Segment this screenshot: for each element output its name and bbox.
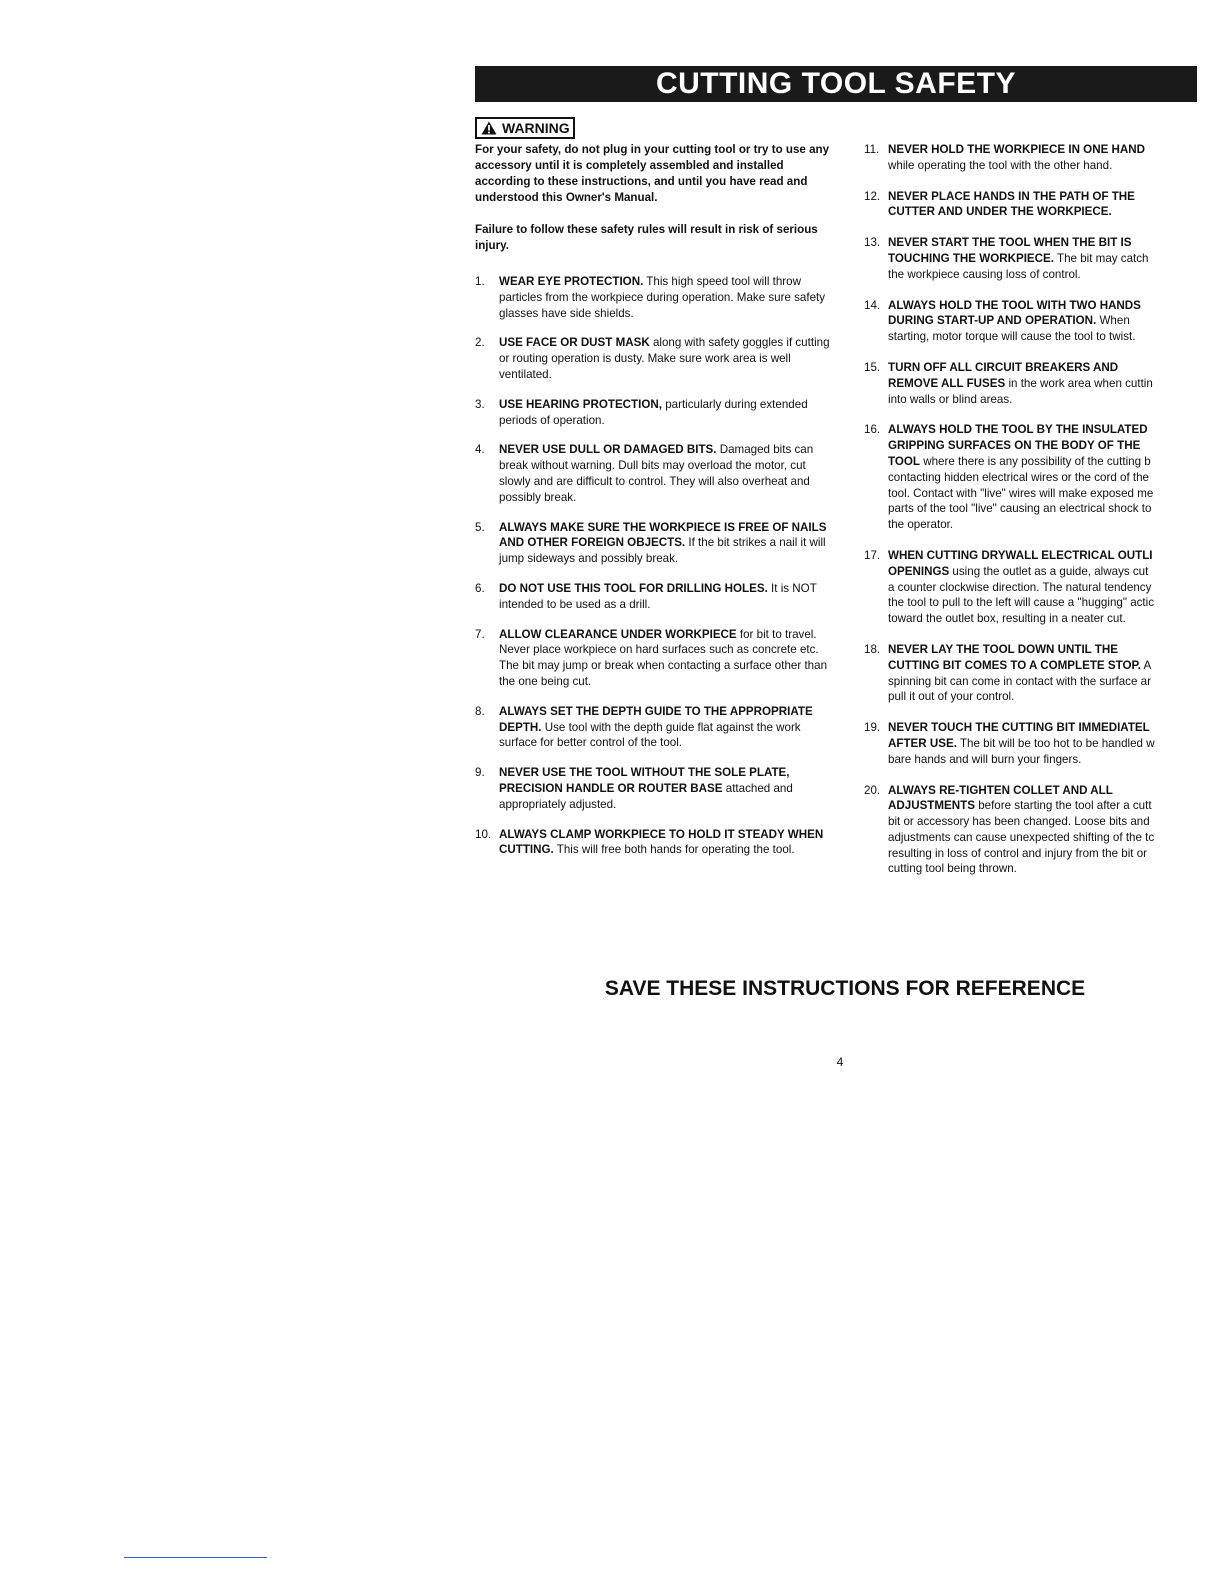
- rule-line: [888, 752, 1196, 768]
- rule-heading: DURING START-UP AND OPERATION.: [888, 314, 1097, 328]
- rule-detail: Damaged bits can break without warning. Dull bits may overload the motor, cut slowly and are difficult to control. They will also overheat and possibly break.: [499, 443, 814, 504]
- rule-detail: When: [1096, 314, 1130, 328]
- rule-detail: bare hands and will burn your fingers.: [888, 752, 1082, 766]
- rule-text: [499, 627, 830, 690]
- safety-rule: [475, 704, 830, 751]
- rules-list-right: [864, 142, 1196, 877]
- rule-heading: NEVER START THE TOOL WHEN THE BIT IS: [888, 236, 1132, 250]
- rule-text: [888, 720, 1196, 767]
- rule-heading: TOOL: [888, 454, 920, 468]
- rule-line: [888, 689, 1196, 705]
- rule-detail: a counter clockwise direction. The natural tendency: [888, 580, 1152, 594]
- rule-text: [888, 142, 1196, 174]
- rule-number: 4.: [475, 443, 485, 457]
- rule-number: 17.: [864, 548, 881, 562]
- safety-rule: [475, 520, 830, 567]
- rule-line: [888, 422, 1196, 438]
- rule-detail: using the outlet as a guide, always cut: [949, 564, 1149, 578]
- rule-number: 16.: [864, 423, 881, 437]
- rule-detail: the operator.: [888, 518, 954, 532]
- rule-detail: along with safety goggles if cutting or routing operation is dusty. Make sure work area is well ventilated.: [499, 336, 830, 381]
- rule-heading: ALWAYS HOLD THE TOOL BY THE INSULATED: [888, 423, 1148, 437]
- rule-text: [888, 189, 1196, 221]
- rule-detail: before starting the tool after a cutt: [974, 799, 1152, 813]
- safety-rule: [475, 397, 830, 429]
- rule-detail: This high speed tool will throw particles from the workpiece during operation. Make sure safety glasses have side shields.: [499, 275, 826, 320]
- safety-rule: [475, 335, 830, 382]
- rule-line: [888, 548, 1196, 564]
- safety-rule: [475, 827, 830, 859]
- rule-detail: This will free both hands for operating the tool.: [553, 843, 795, 857]
- rule-line: [888, 846, 1196, 862]
- rule-detail: attached and appropriately adjusted.: [499, 781, 793, 811]
- rule-heading: NEVER PLACE HANDS IN THE PATH OF THE: [888, 189, 1135, 203]
- rule-heading: NEVER USE DULL OR DAMAGED BITS.: [499, 443, 717, 457]
- rule-heading: USE FACE OR DUST MASK: [499, 336, 650, 350]
- rule-heading: NEVER HOLD THE WORKPIECE IN ONE HAND: [888, 143, 1146, 156]
- rule-detail: into walls or blind areas.: [888, 392, 1013, 406]
- rule-number: 6.: [475, 581, 485, 595]
- rule-text: [888, 422, 1196, 533]
- safety-rule: [864, 642, 1196, 705]
- rule-heading: TURN OFF ALL CIRCUIT BREAKERS AND: [888, 360, 1119, 374]
- safety-rule: [475, 442, 830, 505]
- rule-number: 2.: [475, 336, 485, 350]
- rule-text: [499, 827, 830, 859]
- rule-text: [499, 520, 830, 567]
- rule-line: [888, 329, 1196, 345]
- rule-line: [888, 658, 1196, 674]
- rule-heading: ALLOW CLEARANCE UNDER WORKPIECE: [499, 627, 737, 641]
- rule-line: [888, 564, 1196, 580]
- rule-line: [888, 470, 1196, 486]
- rule-line: [888, 486, 1196, 502]
- rule-heading: ALWAYS RE-TIGHTEN COLLET AND ALL: [888, 783, 1113, 797]
- rule-text: [499, 274, 830, 321]
- rule-text: [499, 442, 830, 505]
- rule-line: [888, 736, 1196, 752]
- rule-number: 7.: [475, 627, 485, 641]
- rule-heading: REMOVE ALL FUSES: [888, 376, 1006, 390]
- rule-detail: contacting hidden electrical wires or the cord of the: [888, 470, 1150, 484]
- warning-consequence: Failure to follow these safety rules will result in risk of serious injury.: [475, 223, 818, 252]
- rule-number: 11.: [864, 143, 880, 156]
- rule-heading: USE HEARING PROTECTION,: [499, 397, 662, 411]
- rule-number: 18.: [864, 642, 881, 656]
- safety-rule: [475, 581, 830, 613]
- rule-detail: while operating the tool with the other hand.: [888, 158, 1113, 172]
- rule-text: [888, 360, 1196, 407]
- safety-rule: [864, 720, 1196, 767]
- rule-line: [888, 267, 1196, 283]
- rule-detail: tool. Contact with "live" wires will make exposed me: [888, 486, 1154, 500]
- rule-heading: NEVER USE THE TOOL WITHOUT THE SOLE PLATE, PRECISION HANDLE OR ROUTER BASE: [499, 766, 790, 795]
- rule-detail: The bit may catch: [1053, 251, 1149, 265]
- rule-number: 5.: [475, 520, 485, 534]
- rule-detail: in the work area when cuttin: [1005, 376, 1153, 390]
- rule-line: [888, 517, 1196, 533]
- rule-heading: WEAR EYE PROTECTION.: [499, 275, 644, 288]
- safety-rule: [864, 298, 1196, 345]
- safety-rules-right-column: [864, 142, 1196, 892]
- rule-text: [888, 235, 1196, 282]
- safety-rule: [864, 783, 1196, 878]
- rule-detail: cutting tool being thrown.: [888, 862, 1017, 876]
- rule-detail: The bit will be too hot to be handled w: [956, 736, 1155, 750]
- rule-detail: starting, motor torque will cause the tool to twist.: [888, 330, 1136, 344]
- section-banner: [475, 66, 1197, 102]
- rule-number: 10.: [475, 827, 492, 841]
- safety-rule: [475, 765, 830, 812]
- rule-line: [888, 861, 1196, 877]
- rule-heading: TOUCHING THE WORKPIECE.: [888, 251, 1054, 265]
- rule-line: [888, 830, 1196, 846]
- rule-text: [888, 783, 1196, 878]
- section-title: CUTTING TOOL SAFETY: [655, 67, 1017, 100]
- rule-text: [499, 765, 830, 812]
- rule-line: [888, 580, 1196, 596]
- rule-detail: A: [1140, 658, 1152, 672]
- warning-label-box: [475, 117, 575, 139]
- rule-text: [499, 397, 830, 429]
- rule-heading: NEVER TOUCH THE CUTTING BIT IMMEDIATEL: [888, 721, 1150, 735]
- rule-heading: ALWAYS HOLD THE TOOL WITH TWO HANDS: [888, 298, 1141, 312]
- safety-rule: [864, 189, 1196, 221]
- rule-detail: resulting in loss of control and injury from the bit or: [888, 846, 1148, 860]
- rule-line: [888, 251, 1196, 267]
- rule-detail: parts of the tool "live" causing an electrical shock to: [888, 502, 1152, 516]
- rule-line: [888, 595, 1196, 611]
- rule-line: [888, 313, 1196, 329]
- rule-text: [499, 704, 830, 751]
- rule-number: 3.: [475, 397, 485, 411]
- rule-detail: toward the outlet box, resulting in a neater cut.: [888, 612, 1126, 626]
- safety-rule: [864, 548, 1196, 627]
- rule-line: [888, 392, 1196, 408]
- safety-rule: [864, 422, 1196, 533]
- rule-line: [888, 611, 1196, 627]
- safety-rule: [864, 360, 1196, 407]
- rule-line: [888, 674, 1196, 690]
- rule-detail: the tool to pull to the left will cause a "hugging" actic: [888, 596, 1155, 610]
- rule-heading: CUTTING BIT COMES TO A COMPLETE STOP.: [888, 658, 1141, 672]
- rule-heading: DO NOT USE THIS TOOL FOR DRILLING HOLES.: [499, 581, 768, 595]
- safety-rules-left-column: [475, 142, 830, 872]
- rule-number: 8.: [475, 704, 485, 718]
- rule-heading: CUTTER AND UNDER THE WORKPIECE.: [888, 205, 1112, 219]
- rule-heading: WHEN CUTTING DRYWALL ELECTRICAL OUTLI: [888, 548, 1153, 562]
- warning-label: WARNING: [502, 120, 570, 136]
- rule-line: [888, 204, 1196, 220]
- rule-detail: pull it out of your control.: [888, 690, 1015, 704]
- rule-heading: NEVER LAY THE TOOL DOWN UNTIL THE: [888, 642, 1118, 656]
- rule-line: [888, 142, 1196, 158]
- rule-detail: for bit to travel. Never place workpiece on hard surfaces such as concrete etc. The bit may jump or break when contacting a surface other than the one being cut.: [499, 627, 828, 688]
- rule-detail: bit or accessory has been changed. Loose bits and: [888, 815, 1150, 829]
- rule-text: [888, 298, 1196, 345]
- rule-heading: ADJUSTMENTS: [888, 799, 975, 813]
- rule-line: [888, 298, 1196, 314]
- rule-heading: AFTER USE.: [888, 736, 957, 750]
- rule-line: [888, 454, 1196, 470]
- rule-line: [888, 189, 1196, 205]
- rule-heading: ALWAYS CLAMP WORKPIECE TO HOLD IT STEADY WHEN CUTTING.: [499, 827, 824, 857]
- rule-heading: GRIPPING SURFACES ON THE BODY OF THE: [888, 439, 1141, 453]
- safety-rule: [475, 627, 830, 690]
- rule-number: 9.: [475, 766, 485, 780]
- rule-detail: particularly during extended periods of operation.: [499, 397, 808, 427]
- rule-line: [888, 501, 1196, 517]
- rule-detail: Use tool with the depth guide flat against the work surface for better control of the tool.: [499, 720, 801, 750]
- rules-list-left: [475, 274, 830, 858]
- rule-number: 14.: [864, 298, 881, 312]
- rule-number: 1.: [475, 275, 485, 288]
- rule-line: [888, 720, 1196, 736]
- rule-line: [888, 798, 1196, 814]
- rule-line: [888, 360, 1196, 376]
- rule-text: [499, 335, 830, 382]
- rule-detail: adjustments can cause unexpected shifting of the tc: [888, 830, 1155, 844]
- rule-detail: If the bit strikes a nail it will jump sideways and possibly break.: [499, 536, 826, 566]
- rule-line: [888, 438, 1196, 454]
- rule-detail: the workpiece causing loss of control.: [888, 267, 1081, 281]
- rule-detail: spinning bit can come in contact with the surface ar: [888, 674, 1151, 688]
- rule-number: 19.: [864, 721, 881, 735]
- save-instructions-notice: SAVE THESE INSTRUCTIONS FOR REFERENCE: [604, 977, 1086, 1000]
- rule-heading: OPENINGS: [888, 564, 950, 578]
- rule-text: [499, 581, 830, 613]
- safety-rule: [475, 274, 830, 321]
- rule-heading: ALWAYS MAKE SURE THE WORKPIECE IS FREE OF NAILS AND OTHER FOREIGN OBJECTS.: [499, 520, 827, 550]
- rule-detail: It is NOT intended to be used as a drill.: [499, 581, 817, 611]
- safety-rule: [864, 142, 1196, 174]
- bottom-rule-line: [124, 1557, 267, 1558]
- warning-triangle-icon: [481, 121, 497, 135]
- rule-text: [888, 548, 1196, 627]
- rule-line: [888, 783, 1196, 799]
- rule-line: [888, 376, 1196, 392]
- rule-number: 20.: [864, 783, 881, 797]
- rule-detail: where there is any possibility of the cutting b: [920, 454, 1151, 468]
- warning-intro: For your safety, do not plug in your cutting tool or try to use any accessory until it is completely assembled and installed according to these instructions, and until you have read and understood this Owner's Manual.: [475, 143, 830, 204]
- rule-heading: ALWAYS SET THE DEPTH GUIDE TO THE APPROPRIATE DEPTH.: [499, 704, 813, 734]
- rule-number: 13.: [864, 236, 881, 250]
- rule-number: 12.: [864, 189, 881, 203]
- safety-rule: [864, 235, 1196, 282]
- rule-line: [888, 235, 1196, 251]
- rule-line: [888, 814, 1196, 830]
- rule-number: 15.: [864, 360, 881, 374]
- rule-text: [888, 642, 1196, 705]
- page-number: 4: [836, 1055, 844, 1069]
- rule-line: [888, 158, 1196, 174]
- rule-line: [888, 642, 1196, 658]
